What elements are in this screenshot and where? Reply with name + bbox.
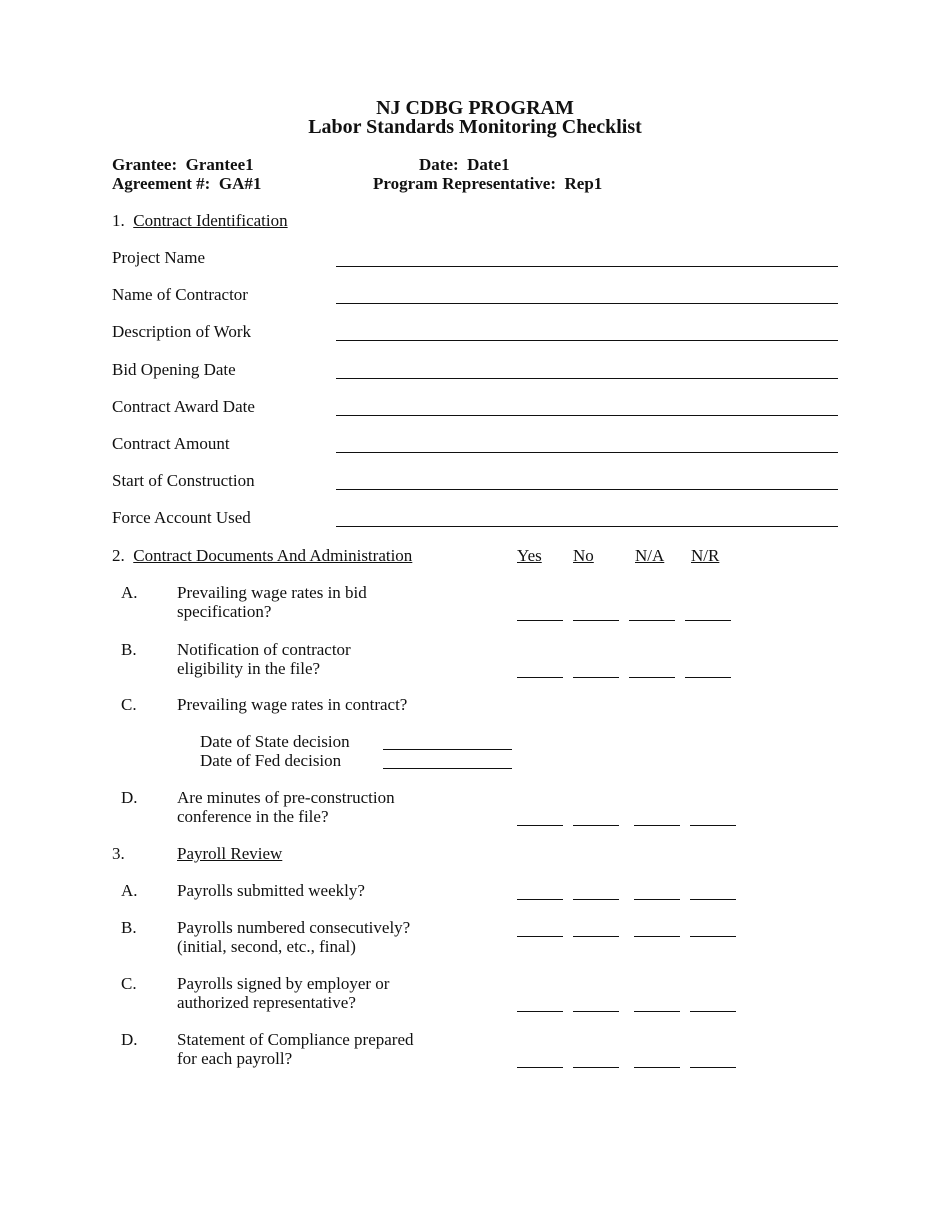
s2-item-d-no-blank[interactable] bbox=[573, 825, 619, 826]
section3-title: Payroll Review bbox=[177, 844, 283, 863]
state-decision-label: Date of State decision bbox=[200, 732, 350, 751]
agreement-label: Agreement #: bbox=[112, 174, 211, 193]
section1-number: 1. bbox=[112, 211, 125, 230]
program-title: NJ CDBG PROGRAM bbox=[376, 97, 574, 119]
s2-item-b-na-blank[interactable] bbox=[629, 677, 675, 678]
s2-item-b-no-blank[interactable] bbox=[573, 677, 619, 678]
date-value: Date1 bbox=[467, 155, 510, 174]
s3-item-d-line1: Statement of Compliance prepared bbox=[177, 1030, 414, 1049]
s3-item-b-yes-blank[interactable] bbox=[517, 936, 563, 937]
field-line-force-account[interactable] bbox=[336, 526, 838, 527]
field-label-bid-opening: Bid Opening Date bbox=[112, 360, 236, 379]
s2-item-a-letter: A. bbox=[121, 583, 138, 602]
checklist-title: Labor Standards Monitoring Checklist bbox=[308, 116, 642, 138]
s3-item-a-nr-blank[interactable] bbox=[690, 899, 736, 900]
s3-item-c-letter: C. bbox=[121, 974, 137, 993]
s2-item-d-yes-blank[interactable] bbox=[517, 825, 563, 826]
grantee-label: Grantee: bbox=[112, 155, 178, 174]
s3-item-b-no-blank[interactable] bbox=[573, 936, 619, 937]
s2-item-d-na-blank[interactable] bbox=[634, 825, 680, 826]
fed-decision-label: Date of Fed decision bbox=[200, 751, 342, 770]
s2-item-a-no-blank[interactable] bbox=[573, 620, 619, 621]
s3-item-c-line2: authorized representative? bbox=[177, 993, 356, 1012]
s3-item-b-na-blank[interactable] bbox=[634, 936, 680, 937]
s2-item-a-yes-blank[interactable] bbox=[517, 620, 563, 621]
s3-item-d-line2: for each payroll? bbox=[177, 1049, 293, 1068]
column-header-no: No bbox=[573, 546, 594, 565]
s3-item-b-line2: (initial, second, etc., final) bbox=[177, 937, 356, 956]
column-header-na: N/A bbox=[635, 546, 665, 565]
date-line bbox=[419, 155, 510, 174]
column-header-nr: N/R bbox=[691, 546, 720, 565]
field-label-description: Description of Work bbox=[112, 322, 252, 341]
field-label-start: Start of Construction bbox=[112, 471, 255, 490]
field-line-contractor[interactable] bbox=[336, 303, 838, 304]
rep-line bbox=[373, 174, 602, 193]
section1-title: Contract Identification bbox=[133, 211, 288, 230]
section3-number: 3. bbox=[112, 844, 125, 863]
field-line-project-name[interactable] bbox=[336, 266, 838, 267]
field-line-award-date[interactable] bbox=[336, 415, 838, 416]
s3-item-c-yes-blank[interactable] bbox=[517, 1011, 563, 1012]
s2-item-d-line1: Are minutes of pre-construction bbox=[177, 788, 395, 807]
s3-item-c-line1: Payrolls signed by employer or bbox=[177, 974, 390, 993]
column-header-yes: Yes bbox=[517, 546, 542, 565]
s2-item-a-na-blank[interactable] bbox=[629, 620, 675, 621]
grantee-line bbox=[112, 155, 254, 174]
state-decision-blank[interactable] bbox=[383, 749, 512, 750]
s3-item-d-na-blank[interactable] bbox=[634, 1067, 680, 1068]
s2-item-d-letter: D. bbox=[121, 788, 138, 807]
s2-item-b-yes-blank[interactable] bbox=[517, 677, 563, 678]
rep-value: Rep1 bbox=[564, 174, 603, 193]
s3-item-a-no-blank[interactable] bbox=[573, 899, 619, 900]
s3-item-a-yes-blank[interactable] bbox=[517, 899, 563, 900]
s3-item-d-yes-blank[interactable] bbox=[517, 1067, 563, 1068]
s3-item-a-letter: A. bbox=[121, 881, 138, 900]
s2-item-b-line2: eligibility in the file? bbox=[177, 659, 321, 678]
rep-label: Program Representative: bbox=[373, 174, 557, 193]
section2-number: 2. bbox=[112, 546, 125, 565]
s3-item-d-nr-blank[interactable] bbox=[690, 1067, 736, 1068]
field-label-force-account: Force Account Used bbox=[112, 508, 251, 527]
s3-item-c-na-blank[interactable] bbox=[634, 1011, 680, 1012]
s2-item-a-nr-blank[interactable] bbox=[685, 620, 731, 621]
section1-heading bbox=[112, 211, 288, 230]
s3-item-a-na-blank[interactable] bbox=[634, 899, 680, 900]
section2-title: Contract Documents And Administration bbox=[133, 546, 413, 565]
s3-item-c-nr-blank[interactable] bbox=[690, 1011, 736, 1012]
s2-item-d-nr-blank[interactable] bbox=[690, 825, 736, 826]
grantee-value: Grantee1 bbox=[185, 155, 254, 174]
s3-item-a-line1: Payrolls submitted weekly? bbox=[177, 881, 365, 900]
s2-item-d-line2: conference in the file? bbox=[177, 807, 329, 826]
field-label-award-date: Contract Award Date bbox=[112, 397, 255, 416]
s3-item-b-line1: Payrolls numbered consecutively? bbox=[177, 918, 411, 937]
agreement-line bbox=[112, 174, 261, 193]
field-line-amount[interactable] bbox=[336, 452, 838, 453]
s2-item-c-line1: Prevailing wage rates in contract? bbox=[177, 695, 408, 714]
s3-item-d-letter: D. bbox=[121, 1030, 138, 1049]
s2-item-b-line1: Notification of contractor bbox=[177, 640, 351, 659]
fed-decision-blank[interactable] bbox=[383, 768, 512, 769]
s3-item-d-no-blank[interactable] bbox=[573, 1067, 619, 1068]
s3-item-b-letter: B. bbox=[121, 918, 137, 937]
agreement-value: GA#1 bbox=[218, 174, 262, 193]
field-line-start[interactable] bbox=[336, 489, 838, 490]
field-line-description[interactable] bbox=[336, 340, 838, 341]
date-label: Date: bbox=[419, 155, 459, 174]
field-label-amount: Contract Amount bbox=[112, 434, 230, 453]
field-label-project-name: Project Name bbox=[112, 248, 205, 267]
s2-item-b-nr-blank[interactable] bbox=[685, 677, 731, 678]
s2-item-c-letter: C. bbox=[121, 695, 137, 714]
field-label-contractor: Name of Contractor bbox=[112, 285, 248, 304]
s3-item-b-nr-blank[interactable] bbox=[690, 936, 736, 937]
s2-item-a-line1: Prevailing wage rates in bid bbox=[177, 583, 367, 602]
s2-item-a-line2: specification? bbox=[177, 602, 272, 621]
field-line-bid-opening[interactable] bbox=[336, 378, 838, 379]
s2-item-b-letter: B. bbox=[121, 640, 137, 659]
section2-heading bbox=[112, 546, 412, 565]
s3-item-c-no-blank[interactable] bbox=[573, 1011, 619, 1012]
